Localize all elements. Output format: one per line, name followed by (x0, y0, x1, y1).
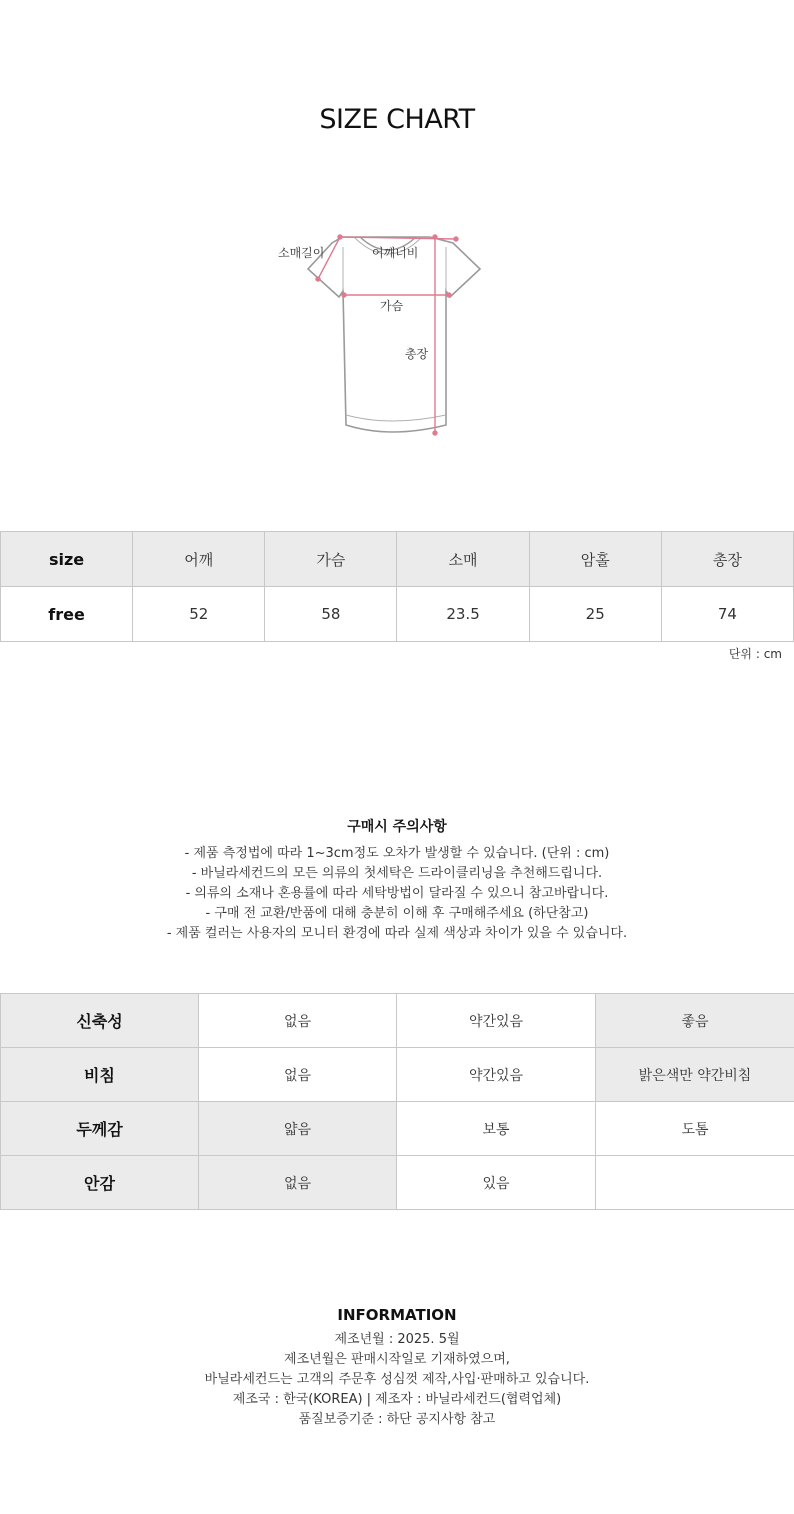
property-option: 없음 (199, 994, 397, 1048)
info-title: INFORMATION (337, 1306, 457, 1324)
table-row (1, 587, 794, 642)
info-line: 제조국 : 한국(KOREA) | 제조자 : 바닐라세컨드(협력업체) (232, 1392, 562, 1407)
property-label: 비침 (1, 1048, 199, 1102)
size-value-cell: 74 (661, 587, 793, 642)
table-row (1, 1102, 794, 1156)
info-line: 바닐라세컨드는 고객의 주문후 성심껏 제작,사입·판매하고 있습니다. (204, 1372, 590, 1387)
property-option: 밝은색만 약간비침 (596, 1048, 794, 1102)
size-table-header: 소매 (397, 532, 529, 587)
property-label: 두께감 (1, 1102, 199, 1156)
property-label: 신축성 (1, 994, 199, 1048)
size-value-cell: 23.5 (397, 587, 529, 642)
notice-line: - 바닐라세컨드의 모든 의류의 첫세탁은 드라이클리닝을 추천해드립니다. (191, 866, 603, 881)
garment-diagram (270, 225, 500, 445)
notice-line: - 제품 컬러는 사용자의 모니터 환경에 따라 실제 색상과 차이가 있을 수 있습니다. (166, 926, 628, 941)
property-option: 보통 (397, 1102, 596, 1156)
property-option: 있음 (397, 1156, 596, 1210)
notice-line: - 의류의 소재나 혼용률에 따라 세탁방법이 달라질 수 있으니 참고바랍니다. (185, 886, 609, 901)
property-option: 없음 (199, 1048, 397, 1102)
sleeve-length-label: 소매길이 (278, 246, 325, 260)
table-row (1, 1156, 794, 1210)
table-row (1, 1048, 794, 1102)
notice-line: - 제품 측정법에 따라 1~3cm정도 오차가 발생할 수 있습니다. (단위 : cm) (184, 846, 610, 861)
property-label: 안감 (1, 1156, 199, 1210)
size-name-cell: free (1, 587, 133, 642)
shoulder-width-label: 어깨너비 (372, 246, 419, 260)
property-option: 좋음 (596, 994, 794, 1048)
unit-note: 단위 : cm (728, 647, 782, 661)
size-value-cell: 25 (529, 587, 661, 642)
size-table-header: 가슴 (265, 532, 397, 587)
size-value-cell: 58 (265, 587, 397, 642)
size-table-header-row (1, 532, 794, 587)
property-option: 약간있음 (397, 1048, 596, 1102)
size-table (0, 531, 794, 642)
length-label: 총장 (405, 347, 429, 361)
size-table-header: 어깨 (133, 532, 265, 587)
notice-title: 구매시 주의사항 (347, 819, 447, 835)
size-table-header: 총장 (661, 532, 793, 587)
page-title: SIZE CHART (319, 104, 475, 135)
info-line: 제조년월은 판매시작일로 기재하였으며, (284, 1352, 510, 1367)
purchase-notice (0, 816, 794, 944)
property-option: 없음 (199, 1156, 397, 1210)
size-value-cell: 52 (133, 587, 265, 642)
size-table-header: 암홀 (529, 532, 661, 587)
chest-label: 가슴 (380, 299, 404, 313)
property-option: 얇음 (199, 1102, 397, 1156)
notice-line: - 구매 전 교환/반품에 대해 충분히 이해 후 구매해주세요 (하단참고) (205, 906, 589, 921)
info-line: 제조년월 : 2025. 5월 (334, 1332, 460, 1347)
property-option: 약간있음 (397, 994, 596, 1048)
fabric-properties-table (0, 993, 794, 1210)
product-information (0, 1306, 794, 1430)
info-line: 품질보증기준 : 하단 공지사항 참고 (298, 1412, 496, 1427)
size-table-header: size (1, 532, 133, 587)
property-option (596, 1156, 794, 1210)
property-option: 도톰 (596, 1102, 794, 1156)
shoulder-measure-line (340, 237, 456, 239)
table-row (1, 994, 794, 1048)
